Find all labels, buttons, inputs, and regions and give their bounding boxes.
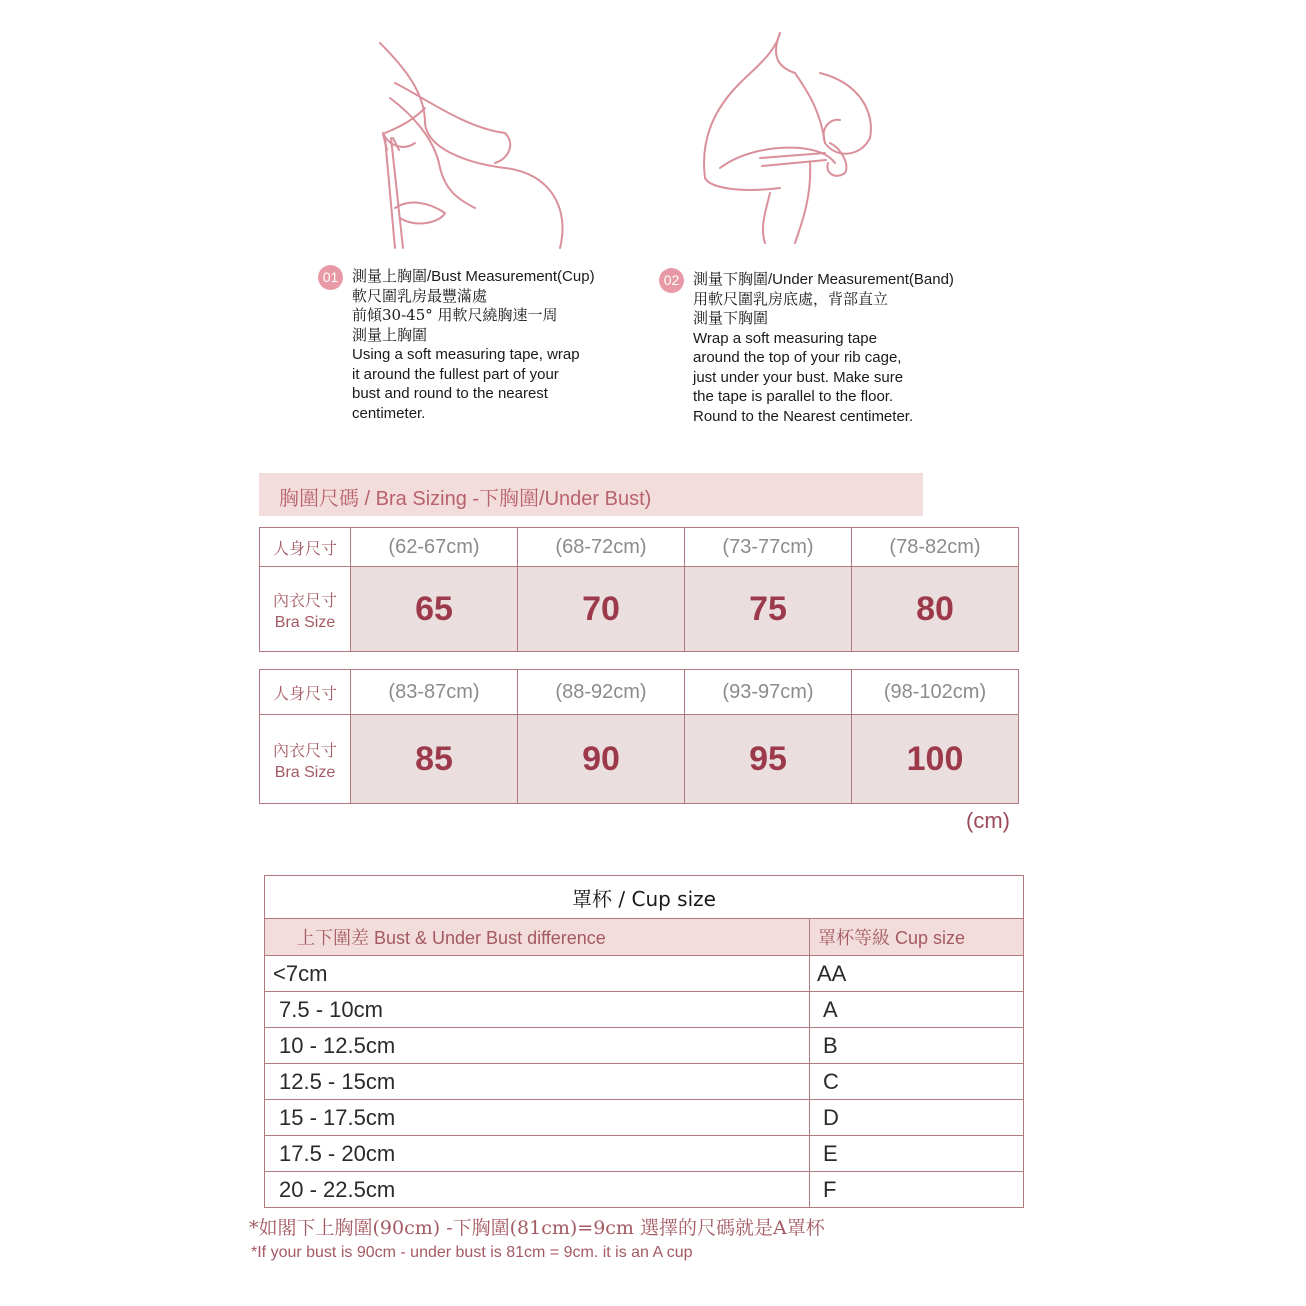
size-table-1 (259, 527, 1019, 652)
range-cell: (78-82cm) (852, 528, 1019, 567)
cup-cell: C (810, 1064, 1024, 1100)
unit-label: (cm) (966, 808, 1010, 833)
size-value: 100 (852, 715, 1019, 804)
size-value: 70 (518, 567, 685, 652)
step-line: 測量下胸圍 (693, 309, 769, 327)
step-line: bust and round to the nearest (352, 385, 548, 402)
banner-title: 胸圍尺碼 / Bra Sizing -下胸圍/Under Bust) (279, 488, 652, 510)
size-table-2 (259, 669, 1019, 804)
range-cell: (83-87cm) (351, 670, 518, 715)
table-row (265, 1136, 1024, 1172)
size-value: 90 (518, 715, 685, 804)
difference-cell: 7.5 - 10cm (265, 992, 810, 1028)
difference-cell: 12.5 - 15cm (265, 1064, 810, 1100)
size-value: 95 (685, 715, 852, 804)
body-size-label: 人身尺寸 (260, 670, 351, 715)
bra-size-label-en: Bra Size (274, 763, 336, 781)
difference-cell: 10 - 12.5cm (265, 1028, 810, 1064)
step-line: 前傾30-45° 用軟尺繞胸速一周 (352, 306, 558, 324)
table-row (265, 992, 1024, 1028)
bra-size-label (260, 715, 351, 804)
difference-cell: 15 - 17.5cm (265, 1100, 810, 1136)
step-line: Using a soft measuring tape, wrap (352, 346, 580, 363)
cup-column-header: 罩杯等級 Cup size (810, 919, 1024, 956)
bra-sizing-banner (259, 473, 923, 516)
size-value: 85 (351, 715, 518, 804)
step-line: Wrap a soft measuring tape (693, 329, 877, 347)
difference-cell: 17.5 - 20cm (265, 1136, 810, 1172)
step-title: 測量上胸圍/Bust Measurement(Cup) (352, 268, 595, 285)
table-header-row (265, 919, 1024, 956)
bra-size-label (260, 567, 351, 652)
size-value: 75 (685, 567, 852, 652)
table-row (265, 1064, 1024, 1100)
body-size-label: 人身尺寸 (260, 528, 351, 567)
table-row (260, 715, 1019, 804)
bra-size-label-en: Bra Size (274, 613, 336, 631)
table-row (260, 528, 1019, 567)
bra-size-label-zh: 內衣尺寸 (272, 740, 337, 760)
cup-cell: E (810, 1136, 1024, 1172)
step-line: centimeter. (352, 404, 426, 422)
difference-cell: <7cm (265, 956, 810, 992)
size-value: 80 (852, 567, 1019, 652)
cup-size-table (264, 875, 1024, 1208)
table-row (265, 1172, 1024, 1208)
range-cell: (68-72cm) (518, 528, 685, 567)
step-line: 測量上胸圍 (352, 325, 428, 344)
cup-cell: AA (810, 956, 1024, 992)
step-title: 測量下胸圍/Under Measurement(Band) (693, 271, 954, 288)
table-row (260, 567, 1019, 652)
bust-measurement-illustration (365, 38, 575, 253)
table-row (260, 670, 1019, 715)
cup-table-title: 罩杯 / Cup size (265, 876, 1024, 919)
difference-column-header: 上下圍差 Bust & Under Bust difference (265, 919, 810, 956)
difference-cell: 20 - 22.5cm (265, 1172, 810, 1208)
table-row (265, 1028, 1024, 1064)
step-line: around the top of your rib cage, (693, 349, 902, 366)
cup-cell: D (810, 1100, 1024, 1136)
table-row (265, 956, 1024, 992)
range-cell: (93-97cm) (685, 670, 852, 715)
example-note-zh: *如閣下上胸圍(90cm) -下胸圍(81cm)=9cm 選擇的尺碼就是A罩杯 (249, 1217, 825, 1239)
under-bust-measurement-illustration (700, 28, 895, 248)
step-line: just under your bust. Make sure (693, 368, 904, 386)
step-number-badge: 02 (659, 268, 684, 293)
step-line: it around the fullest part of your (352, 365, 559, 383)
step-line: 軟尺圍乳房最豐滿處 (352, 286, 488, 305)
bra-size-label-zh: 內衣尺寸 (272, 590, 337, 610)
cup-cell: A (810, 992, 1024, 1028)
step-line: 用軟尺圍乳房底處，背部直立 (693, 289, 889, 308)
range-cell: (88-92cm) (518, 670, 685, 715)
step-bust-measurement (322, 267, 595, 423)
step-line: Round to the Nearest centimeter. (693, 407, 914, 425)
table-row (265, 1100, 1024, 1136)
size-value: 65 (351, 567, 518, 652)
table-row (265, 876, 1024, 919)
range-cell: (73-77cm) (685, 528, 852, 567)
range-cell: (98-102cm) (852, 670, 1019, 715)
cup-cell: B (810, 1028, 1024, 1064)
step-line: the tape is parallel to the floor. (693, 388, 894, 405)
range-cell: (62-67cm) (351, 528, 518, 567)
step-under-bust-measurement (663, 270, 954, 426)
cup-cell: F (810, 1172, 1024, 1208)
example-note-en: *If your bust is 90cm - under bust is 81cm = 9cm. it is an A cup (251, 1244, 693, 1261)
step-number-badge: 01 (318, 265, 343, 290)
